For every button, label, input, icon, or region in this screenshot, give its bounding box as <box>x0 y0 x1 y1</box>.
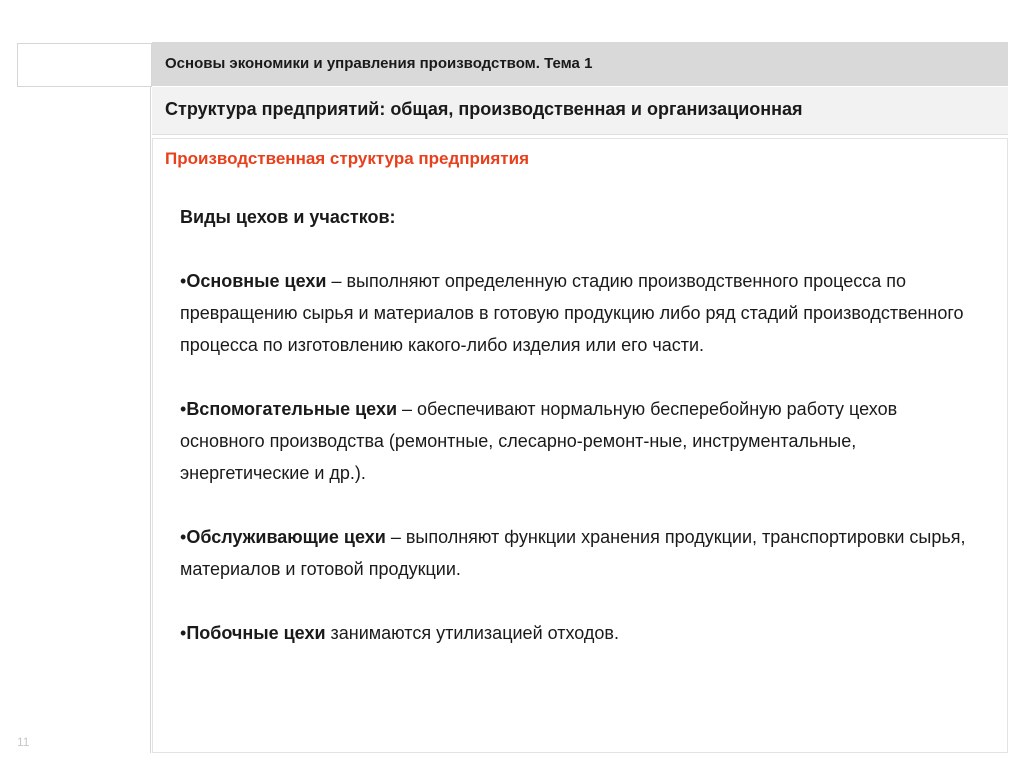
bullet: • <box>180 271 187 291</box>
item-text: – выполняют определенную стадию производственного процесса по превращению сырья и материалов в готовую продукцию либо ряд стадий производственного процесса по изготовлению какого-либо изделия или его части. <box>180 271 964 355</box>
header-left-box <box>17 43 152 87</box>
page-number: 11 <box>17 735 30 749</box>
slide-subtitle: Структура предприятий: общая, производственная и организационная <box>165 99 803 119</box>
list-heading: Виды цехов и участков: <box>180 207 396 227</box>
item-text: – обеспечивают нормальную бесперебойную работу цехов основного производства (ремонтные, слесарно-ремонт-ные, инструментальные, энергетические и др.). <box>180 399 898 483</box>
item-text: – выполняют функции хранения продукции, транспортировки сырья, материалов и готовой продукции. <box>180 527 966 579</box>
list-item-main-shops <box>180 265 980 361</box>
header-bar <box>152 42 1008 86</box>
section-title: Производственная структура предприятия <box>165 149 529 168</box>
body-text <box>180 201 980 681</box>
bullet: • <box>180 527 187 547</box>
course-title: Основы экономики и управления производством. Тема 1 <box>165 55 593 72</box>
list-item-auxiliary-shops <box>180 393 980 489</box>
bullet: • <box>180 623 187 643</box>
item-term: Обслуживающие цехи <box>186 527 386 547</box>
list-item-service-shops <box>180 521 980 585</box>
item-text: занимаются утилизацией отходов. <box>325 623 619 643</box>
bullet: • <box>180 399 187 419</box>
content-panel <box>152 138 1008 753</box>
left-divider <box>150 87 151 753</box>
item-term: Вспомогательные цехи <box>186 399 398 419</box>
list-item-side-shops <box>180 617 980 649</box>
subheader-bar <box>152 87 1008 135</box>
item-term: Побочные цехи <box>186 623 326 643</box>
item-term: Основные цехи <box>186 271 327 291</box>
